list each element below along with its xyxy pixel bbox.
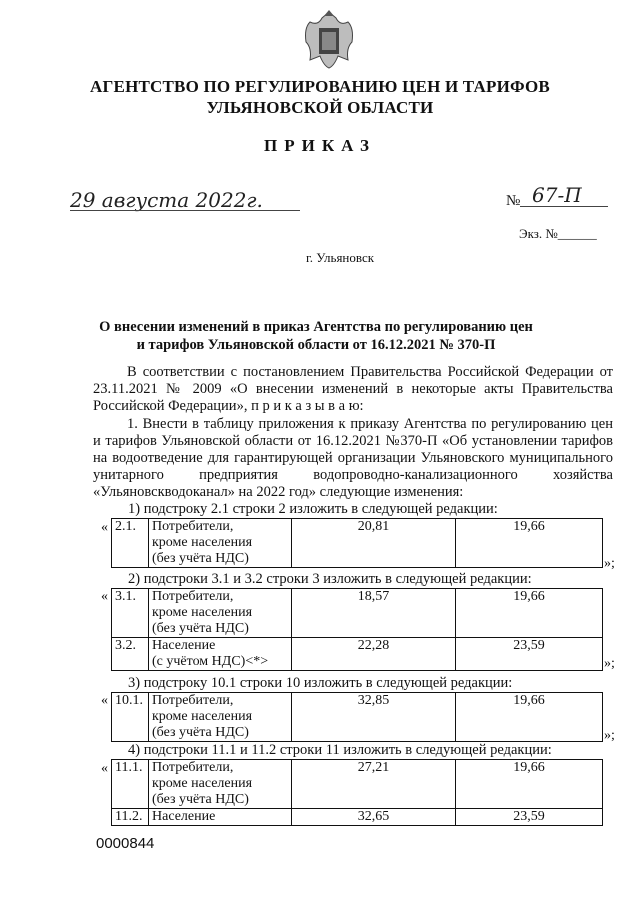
item-1-text: 1) подстроку 2.1 строки 2 изложить в следующей редакции:: [128, 501, 498, 517]
row-value-2: 19,66: [456, 693, 603, 742]
row-value-1: 32,85: [292, 693, 456, 742]
item-3-text: 3) подстроку 10.1 строки 10 изложить в следующей редакции:: [128, 675, 513, 691]
quote-close: »;: [604, 656, 615, 671]
date-handwritten: 29 августа 2022г.: [70, 188, 263, 212]
row-value-2: 19,66: [456, 519, 603, 568]
table-2: [111, 588, 603, 671]
footer-code: 0000844: [96, 835, 155, 852]
row-value-2: 23,59: [456, 809, 603, 826]
row-value-1: 18,57: [292, 589, 456, 638]
paragraph-preamble: В соответствии с постановлением Правительства Российской Федерации от 23.11.2021 № 2009 «О внесении изменений в некоторые акты Правительства Российской Федерации», п р и к а з ы в а ю:: [93, 364, 613, 414]
agency-name-line2: УЛЬЯНОВСКОЙ ОБЛАСТИ: [206, 98, 434, 117]
row-name: Потребители, кроме населения (без учёта НДС): [149, 760, 292, 809]
row-name: Население (с учётом НДС)<*>: [149, 638, 292, 671]
row-name: Потребители, кроме населения (без учёта НДС): [149, 519, 292, 568]
quote-open: «: [101, 693, 108, 708]
table-3: [111, 692, 603, 742]
row-value-2: 19,66: [456, 589, 603, 638]
row-value-1: 22,28: [292, 638, 456, 671]
row-value-1: 27,21: [292, 760, 456, 809]
coat-of-arms-emblem: [300, 8, 358, 70]
number-label: №: [506, 193, 521, 209]
quote-open: «: [101, 520, 108, 535]
quote-close: »;: [604, 556, 615, 571]
number-underline: [520, 206, 608, 207]
table-row: [112, 809, 603, 826]
table-row: [112, 693, 603, 742]
row-number: 11.1.: [112, 760, 149, 809]
subject-line2: и тарифов Ульяновской области от 16.12.2021 № 370-П: [136, 337, 496, 353]
table-1: [111, 518, 603, 568]
copy-label: Экз. №: [519, 226, 558, 241]
row-value-2: 19,66: [456, 760, 603, 809]
quote-open: «: [101, 589, 108, 604]
row-name: Потребители, кроме населения (без учёта НДС): [149, 589, 292, 638]
row-number: 2.1.: [112, 519, 149, 568]
row-value-1: 20,81: [292, 519, 456, 568]
table-row: [112, 638, 603, 671]
agency-name-line1: АГЕНТСТВО ПО РЕГУЛИРОВАНИЮ ЦЕН И ТАРИФОВ: [90, 77, 550, 96]
row-number: 3.1.: [112, 589, 149, 638]
table-row: [112, 519, 603, 568]
quote-open: «: [101, 761, 108, 776]
copy-blank: ______: [557, 226, 597, 241]
number-handwritten: 67-П: [532, 183, 582, 207]
row-value-1: 32,65: [292, 809, 456, 826]
row-number: 11.2.: [112, 809, 149, 826]
row-number: 3.2.: [112, 638, 149, 671]
date-underline: [70, 210, 300, 211]
paragraph-changes: 1. Внести в таблицу приложения к приказу Агентства по регулированию цен и тарифов Ульяновской области от 16.12.2021 №370-П «Об установлении тарифов на водоотведение для гарантирующей организации Ульяновского муниципального унитарного предприятия водопроводно-канализационного хозяйства «Ульяновскводоканал» на 2022 год» следующие изменения:: [93, 416, 613, 500]
table-4: [111, 759, 603, 826]
copy-number-label: [519, 226, 597, 242]
item-2-text: 2) подстроки 3.1 и 3.2 строки 3 изложить в следующей редакции:: [128, 571, 532, 587]
city: г. Ульяновск: [305, 250, 375, 265]
subject-line1: О внесении изменений в приказ Агентства по регулированию цен: [99, 319, 533, 335]
table-row: [112, 760, 603, 809]
quote-close: »;: [604, 728, 615, 743]
row-name: Население: [149, 809, 292, 826]
table-row: [112, 589, 603, 638]
row-value-2: 23,59: [456, 638, 603, 671]
row-number: 10.1.: [112, 693, 149, 742]
item-4-text: 4) подстроки 11.1 и 11.2 строки 11 изложить в следующей редакции:: [128, 742, 552, 758]
document-type: ПРИКАЗ: [264, 136, 376, 155]
row-name: Потребители, кроме населения (без учёта НДС): [149, 693, 292, 742]
